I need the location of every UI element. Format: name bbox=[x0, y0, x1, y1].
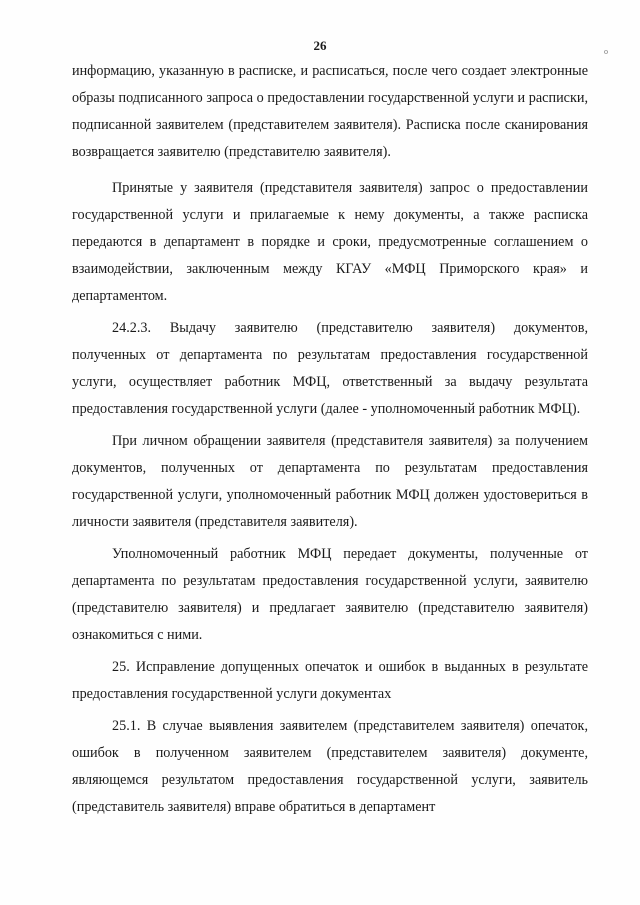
scan-mark: o bbox=[604, 47, 608, 56]
paragraph-25-1: 25.1. В случае выявления заявителем (представителем заявителя) опечаток, ошибок в полученном заявителем (представителем заявителя) документе, являющемся результатом предоставления государственной услуги, заявитель (представитель заявителя) вправе обратиться в департамент bbox=[72, 718, 588, 815]
paragraph-24-2-3: 24.2.3. Выдачу заявителю (представителю заявителя) документов, полученных от департамента по результатам предоставления государственной услуги, осуществляет работник МФЦ, ответственный за выдачу результата предоставления государственной услуги (далее - уполномоченный работник МФЦ). bbox=[72, 320, 588, 417]
document-body bbox=[72, 58, 588, 826]
page-number: 26 bbox=[313, 38, 327, 53]
section-heading-25: 25. Исправление допущенных опечаток и ошибок в выданных в результате предоставления государственной услуги документах bbox=[72, 659, 588, 702]
paragraph-submission: Принятые у заявителя (представителя заявителя) запрос о предоставлении государственной услуги и прилагаемые к нему документы, а также расписка передаются в департамент в порядке и сроки, предусмотренные соглашением о взаимодействии, заключенным между КГАУ «МФЦ Приморского края» и департаментом. bbox=[72, 180, 588, 304]
paragraph-continuation: информацию, указанную в расписке, и расписаться, после чего создает электронные образы подписанного запроса о предоставлении государственной услуги и расписки, подписанной заявителем (представителем заявителя). Расписка после сканирования возвращается заявителю (представителю заявителя). bbox=[72, 63, 588, 160]
paragraph-personal-visit: При личном обращении заявителя (представителя заявителя) за получением документов, полученных от департамента по результатам предоставления государственной услуги, уполномоченный работник МФЦ должен удостовериться в личности заявителя (представителя заявителя). bbox=[72, 433, 588, 530]
paragraph-authorized-worker: Уполномоченный работник МФЦ передает документы, полученные от департамента по результатам предоставления государственной услуги, заявителю (представителю заявителя) и предлагает заявителю (представителю заявителя) ознакомиться с ними. bbox=[72, 546, 588, 643]
